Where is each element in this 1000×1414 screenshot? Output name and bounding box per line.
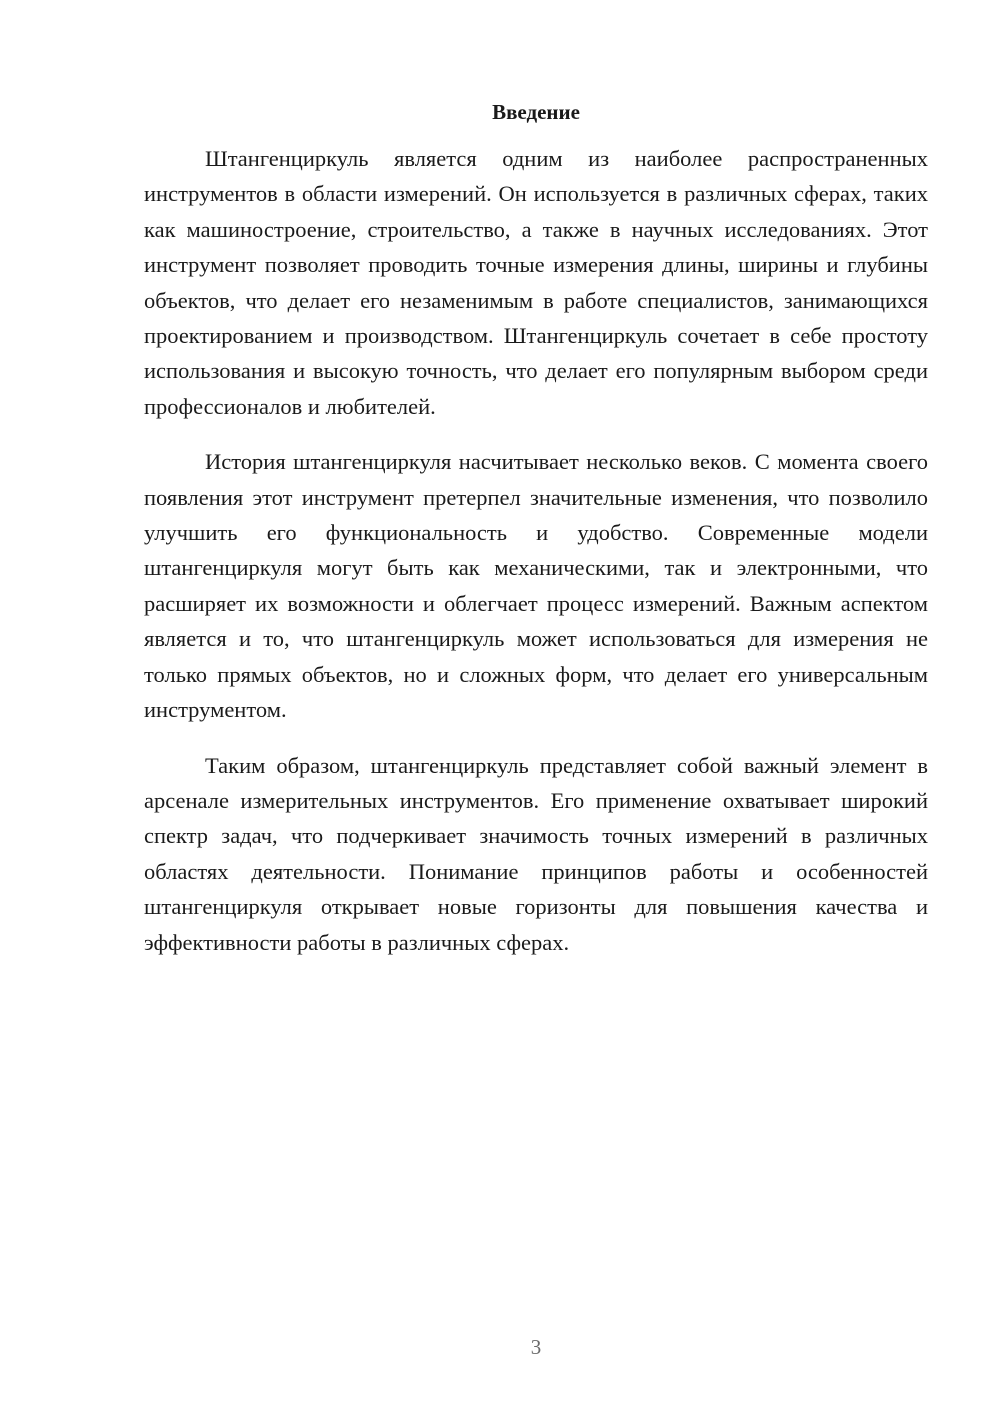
page-number: 3: [530, 1335, 542, 1359]
section-title: Введение: [492, 100, 580, 124]
paragraph-2: История штангенциркуля насчитывает несколько веков. С момента своего появления этот инструмент претерпел значительные изменения, что позволило улучшить его функциональность и удобство. Современные модели штангенциркуля могут быть как механическими, так и электронными, что расширяет их возможности и облегчает процесс измерений. Важным аспектом является и то, что штангенциркуль может использоваться для измерения не только прямых объектов, но и сложных форм, что делает его универсальным инструментом.: [144, 449, 928, 723]
paragraph-3: Таким образом, штангенциркуль представляет собой важный элемент в арсенале измерительных инструментов. Его применение охватывает широкий спектр задач, что подчеркивает значимость точных измерений в различных областях деятельности. Понимание принципов работы и особенностей штангенциркуля открывает новые горизонты для повышения качества и эффективности работы в различных сферах.: [144, 752, 928, 955]
paragraph-1: Штангенциркуль является одним из наиболее распространенных инструментов в области измерений. Он используется в различных сферах, таких как машиностроение, строительство, а также в научных исследованиях. Этот инструмент позволяет проводить точные измерения длины, ширины и глубины объектов, что делает его незаменимым в работе специалистов, занимающихся проектированием и производством. Штангенциркуль сочетает в себе простоту использования и высокую точность, что делает его популярным выбором среди профессионалов и любителей.: [144, 146, 928, 419]
body-text: [144, 141, 928, 960]
